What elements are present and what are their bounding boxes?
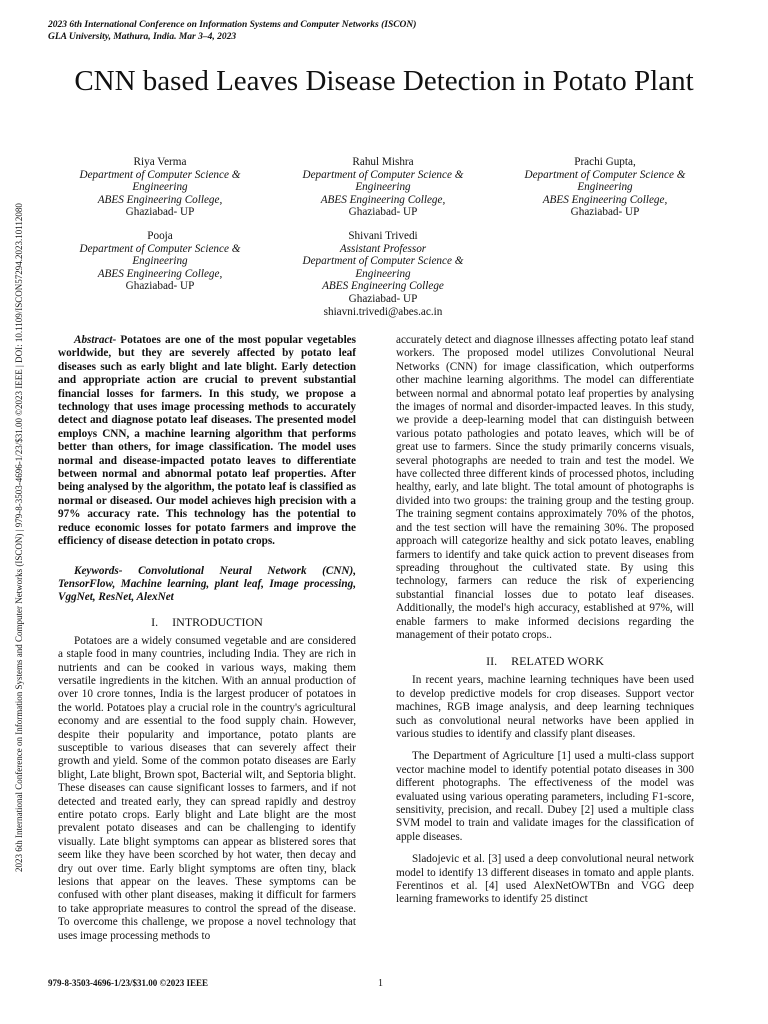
section-number: II. [486,654,498,669]
right-column [396,334,694,907]
author-name: Prachi Gupta, [574,156,636,168]
abstract-text: Potatoes are one of the most popular vegetables worldwide, but they are severely affected by potato leaf diseases such as early blight and late blight. Early detection and appropriate action are crucial to prevent substantial financial losses for farmers. In this study, we propose a technology that uses image processing methods to accurately detect and diagnose potato leaf diseases. The presented model employs CNN, a machine learning algorithm that performs better than others, for image classification. The model uses normal and disease-impacted potato leaves to differentiate between normal and abnormal potato leaf properties. After being analysed by the algorithm, the potato leaf is classified as normal or diseased. Our model achieves high precision with a 97% accuracy rate. This technology has the potential to reduce economic losses for potato farmers and improve the efficiency of disease detection in potato crops. [58,334,357,548]
footer-copyright: 979-8-3503-4696-1/23/$31.00 ©2023 IEEE [48,978,208,988]
keywords [58,565,356,605]
author-institution: ABES Engineering College, [320,193,446,206]
author-block [505,156,705,219]
related-paragraph: The Department of Agriculture [1] used a multi-class support vector machine model to identify potential potato diseases in 300 different photographs. The effectiveness of the model was evaluated using various operating parameters, including F1-score, sensitivity, precision, and recall. Dubey [2] used a multiple class SVM model to train and validate images for the classification of apple diseases. [396,750,694,843]
abstract [58,334,356,549]
author-name: Pooja [147,230,173,242]
section-heading-related-work [396,654,694,668]
author-city: Ghaziabad- UP [570,206,640,219]
author-institution: ABES Engineering College, [97,267,223,280]
left-column [58,334,356,943]
author-name: Rahul Mishra [352,156,414,168]
intro-paragraph-continued: accurately detect and diagnose illnesses affecting potato leaf stand workers. The proposed model utilizes Convolutional Neural Networks (CNN) for image classification, which outperforms other machine learning algorithms. The model can differentiate between normal and abnormal potato leaf properties by analysing the images of normal and disorder-impacted leaves. In this study, we provide a deep-learning model that can distinguish between various potato pathologies and potato leaves, which will be of great use to farmers. Since the study primarily concerns visuals, several photographs are needed to train and test the model. We have collected three different kinds of processed photos, including healthy, early, and late blight. The total amount of photographs is divided into two groups: the training group and the testing group. The training segment contains approximately 70% of the photos, and the test section will have the remaining 30%. The proposed approach will categorize healthy and sick potato leaves, enabling farmers to identify and take quick action to prevent diseases from spreading throughout the cultivated state. By using this technology, farmers can reduce the risk of experiencing substantial financial losses due to potato leaf diseases. Additionally, the model's high accuracy, established at 97%, will enable farmers to make informed decisions regarding the management of their potato crops.. [396,334,694,641]
author-department: Department of Computer Science & Engineering [79,168,241,194]
author-department: Department of Computer Science & Engineering [302,255,464,280]
conference-header [48,19,416,43]
author-block [60,230,260,293]
author-institution: ABES Engineering College, [542,193,668,206]
author-institution: ABES Engineering College, [97,193,223,206]
author-block [283,230,483,318]
author-department: Department of Computer Science & Engineering [302,168,464,194]
author-city: Ghaziabad- UP [125,280,195,293]
abstract-label: Abstract- [74,334,117,346]
author-block [283,156,483,219]
author-department: Department of Computer Science & Engineering [79,242,241,268]
author-city: Ghaziabad- UP [348,292,418,305]
author-institution: ABES Engineering College [322,280,444,293]
intro-paragraph: Potatoes are a widely consumed vegetable and are considered a staple food in many countries, including India. They are rich in nutrients and can be cooked in various ways, making them versatile ingredients in the kitchen. With an annual production of over 10 crore tonnes, India is the largest producer of potatoes in the world. Potatoes play a crucial role in the country's agricultural economy and are essential to the food supply chain. However, despite their popularity and importance, potato plants are susceptible to various diseases that can severely affect their growth and yield. Some of the common potato diseases are Early blight, Late blight, Brown spot, Bacterial wilt, and Septoria blight. These diseases can cause significant losses to farmers, and if not detected and treated early, they can spread rapidly and destroy entire potato crops. Early blight and Late blight are the most prevalent potato diseases and can be challenging to identify visually. Late blight symptoms can appear as blistered sores that seem like they have been scorched by hot water, then decay and dry out over time. Early blight symptoms are often tiny, black lesions that appear on the leaves. These symptoms can be confused with other plant diseases, making it difficult for farmers to take appropriate measures to control the spread of the disease. To overcome this challenge, we propose a novel technology that uses image processing methods to [58,634,356,942]
keywords-label: Keywords- [74,564,123,577]
keywords-text: Convolutional Neural Network (CNN), TensorFlow, Machine learning, plant leaf, Image processing, VggNet, ResNet, AlexNet [58,564,357,604]
author-city: Ghaziabad- UP [125,206,195,219]
page-number: 1 [378,978,383,989]
paper-title: CNN based Leaves Disease Detection in Potato Plant [74,65,694,97]
related-paragraph: Sladojevic et al. [3] used a deep convolutional neural network model to identify 13 different diseases in tomato and apple plants. Ferentinos et al. [4] used AlexNetOWTBn and VGG deep learning frameworks to identify 25 distinct [396,853,694,906]
author-email[interactable]: shiavni.trivedi@abes.ac.in [323,305,443,318]
conference-venue: GLA University, Mathura, India. Mar 3–4, 2023 [48,32,237,42]
author-name: Riya Verma [133,156,187,168]
section-title: INTRODUCTION [172,614,263,629]
related-paragraph: In recent years, machine learning techniques have been used to develop predictive models for crop diseases. Support vector machines, RGB image analysis, and deep learning techniques such as convolutional neural networks have been applied in various studies to identify and classify plant diseases. [396,674,694,740]
author-role: Assistant Professor [339,242,427,255]
author-department: Department of Computer Science & Engineering [524,168,686,194]
section-heading-introduction [58,615,356,629]
section-number: I. [151,614,159,629]
section-title: RELATED WORK [511,654,604,669]
side-banner: 2023 6th International Conference on Information Systems and Computer Networks (ISCON) | 979-8-3503-4696-1/23/$31.00 ©2023 IEEE | DOI: 10.1109/ISCON57294.2023.10112080 [14,203,24,872]
author-block [60,156,260,219]
author-name: Shivani Trivedi [348,230,418,242]
conference-name: 2023 6th International Conference on Information Systems and Computer Networks (ISCON) [48,20,417,30]
author-city: Ghaziabad- UP [348,206,418,219]
